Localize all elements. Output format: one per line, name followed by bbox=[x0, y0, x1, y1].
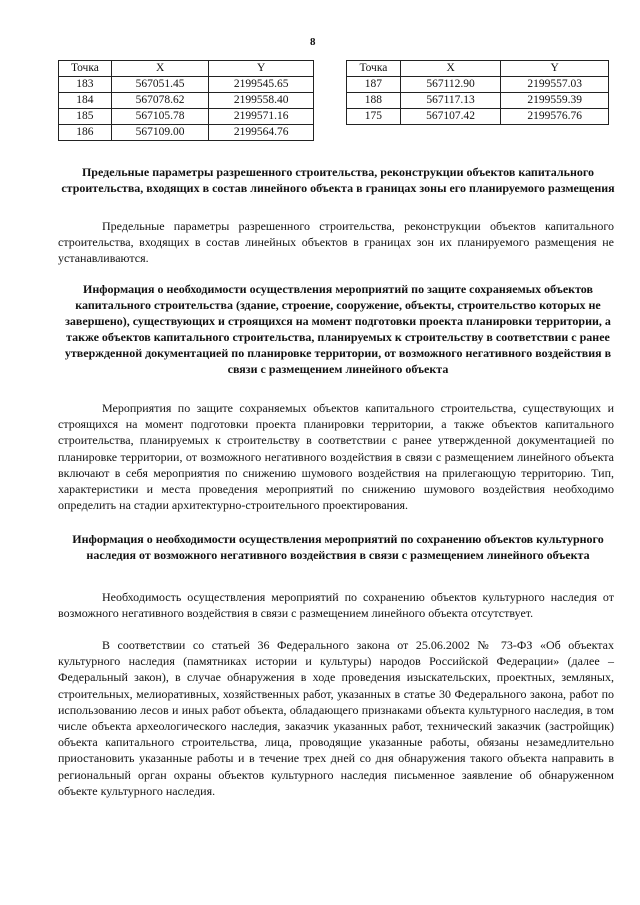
header-cell: Y bbox=[501, 61, 609, 77]
paragraph-construction-parameters: Предельные параметры разрешенного строительства, реконструкции объектов капитального строительства, входящих в состав линейных объектов в границах зон их планируемого размещения не устанавливаются. bbox=[58, 219, 614, 266]
section-heading-construction-parameters: Предельные параметры разрешенного строительства, реконструкции объектов капитального строительства, входящих в состав линейного объекта в границах зоны его планируемого размещения bbox=[61, 165, 615, 195]
coordinates-table-right bbox=[346, 60, 609, 125]
section-heading-protection-measures: Информация о необходимости осуществления мероприятий по защите сохраняемых объектов капитального строительства (здание, строение, сооружение, объекты, строительство которых не завершено), существующих и строящихся на момент подготовки проекта планировки территории, а также объектов капитального строительства, планируемых к строительству в соответствии с ранее утвержденной документацией по планировке территории, от возможного негативного воздействия в связи с размещением линейного объекта bbox=[64, 282, 612, 376]
table-row bbox=[59, 109, 314, 125]
table-cell: 567112.90 bbox=[400, 77, 501, 93]
table-cell: 2199545.65 bbox=[209, 77, 314, 93]
table-cell: 2199558.40 bbox=[209, 93, 314, 109]
header-cell: Y bbox=[209, 61, 314, 77]
table-header-row bbox=[59, 61, 314, 77]
paragraph-cultural-heritage-absence: Необходимость осуществления мероприятий по сохранению объектов культурного наследия от возможного негативного воздействия в связи с размещением линейного объекта отсутствует. bbox=[58, 590, 614, 621]
table-cell: 186 bbox=[59, 125, 112, 141]
table-cell: 2199564.76 bbox=[209, 125, 314, 141]
section-heading-cultural-heritage: Информация о необходимости осуществления мероприятий по сохранению объектов культурного наследия от возможного негативного воздействия в связи с размещением линейного объекта bbox=[72, 532, 604, 562]
header-cell: X bbox=[111, 61, 209, 77]
page-number: 8 bbox=[310, 36, 316, 48]
table-cell: 2199557.03 bbox=[501, 77, 609, 93]
table-cell: 185 bbox=[59, 109, 112, 125]
table-row bbox=[59, 93, 314, 109]
table-row bbox=[59, 125, 314, 141]
table-cell: 184 bbox=[59, 93, 112, 109]
header-cell: Точка bbox=[59, 61, 112, 77]
table-cell: 175 bbox=[347, 109, 401, 125]
table-cell: 567117.13 bbox=[400, 93, 501, 109]
table-cell: 187 bbox=[347, 77, 401, 93]
table-cell: 567107.42 bbox=[400, 109, 501, 125]
table-cell: 567051.45 bbox=[111, 77, 209, 93]
table-cell: 2199571.16 bbox=[209, 109, 314, 125]
paragraph-cultural-heritage-law: В соответствии со статьей 36 Федерального закона от 25.06.2002 № 73-ФЗ «Об объектах культурного наследия (памятниках истории и культуры) народов Российской Федерации» (далее – Федеральный закон), в случае обнаружения в ходе проведения изыскательских, проектных, земляных, строительных, мелиоративных, хозяйственных работ, указанных в статье 30 Федерального закона, работ по использованию лесов и иных работ объекта, обладающего признаками объекта культурного наследия, в том числе объекта археологического наследия, заказчик указанных работ, технический заказчик (застройщик) объекта капитального строительства, лица, проводящие указанные работы, обязаны незамедлительно приостановить указанные работы и в течение трех дней со дня обнаружения такого объекта направить в региональный орган охраны объектов культурного наследия письменное заявление об обнаруженном объекте культурного наследия. bbox=[58, 638, 614, 798]
table-row bbox=[347, 77, 609, 93]
table-cell: 567078.62 bbox=[111, 93, 209, 109]
table-row bbox=[347, 109, 609, 125]
table-cell: 188 bbox=[347, 93, 401, 109]
header-cell: Точка bbox=[347, 61, 401, 77]
paragraph-protection-measures: Мероприятия по защите сохраняемых объектов капитального строительства, существующих и строящихся на момент подготовки проекта планировки территории, а также объектов капитального строительства, планируемых к строительству в соответствии с ранее утвержденной документацией по планировке территории, от возможного негативного воздействия в связи с размещением линейного объекта включают в себя мероприятия по снижению шумового воздействия на прилегающую территорию. Тип, характеристики и места проведения мероприятий по снижению шумового воздействия необходимо определить на стадии архитектурно-строительного проектирования. bbox=[58, 401, 614, 513]
table-cell: 2199559.39 bbox=[501, 93, 609, 109]
table-cell: 183 bbox=[59, 77, 112, 93]
header-cell: X bbox=[400, 61, 501, 77]
table-row bbox=[59, 77, 314, 93]
table-cell: 2199576.76 bbox=[501, 109, 609, 125]
coordinates-table-left bbox=[58, 60, 314, 141]
table-cell: 567105.78 bbox=[111, 109, 209, 125]
table-row bbox=[347, 93, 609, 109]
table-header-row bbox=[347, 61, 609, 77]
table-cell: 567109.00 bbox=[111, 125, 209, 141]
